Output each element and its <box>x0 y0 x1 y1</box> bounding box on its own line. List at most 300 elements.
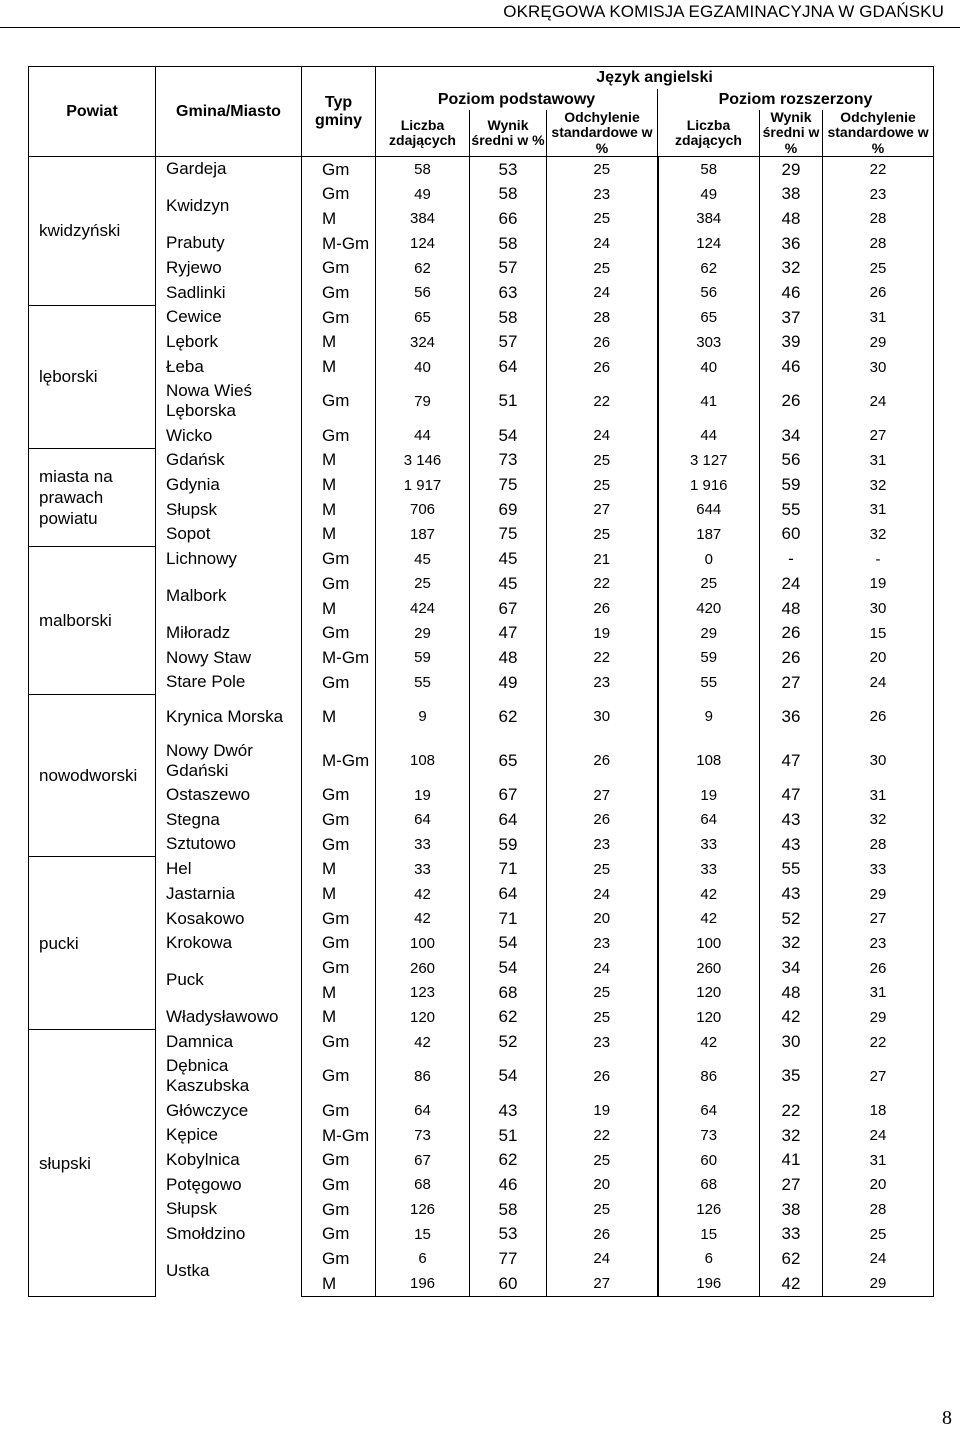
typ-cell: M <box>302 473 376 498</box>
powiat-cell: nowodworski <box>29 695 156 857</box>
table-row <box>29 281 934 306</box>
table-header <box>29 67 934 157</box>
extended-sd-cell: 28 <box>823 231 934 256</box>
extended-sd-cell: 31 <box>823 783 934 808</box>
basic-sd-cell: 26 <box>547 739 658 783</box>
typ-cell: Gm <box>302 832 376 857</box>
extended-mean-cell: 46 <box>760 355 823 380</box>
typ-cell: Gm <box>302 281 376 306</box>
basic-mean-cell: 54 <box>470 1054 547 1098</box>
basic-sd-cell: 25 <box>547 522 658 547</box>
extended-count-cell: 384 <box>658 207 760 232</box>
basic-mean-cell: 66 <box>470 207 547 232</box>
table-row <box>29 670 934 695</box>
table-row <box>29 330 934 355</box>
basic-mean-cell: 64 <box>470 808 547 833</box>
gmina-cell: Kępice <box>156 1123 302 1148</box>
basic-sd-cell: 24 <box>547 423 658 448</box>
header-extended-count: Liczba zdających <box>658 110 760 157</box>
typ-cell: M-Gm <box>302 231 376 256</box>
extended-count-cell: 644 <box>658 497 760 522</box>
table-row <box>29 857 934 882</box>
basic-count-cell: 706 <box>376 497 470 522</box>
gmina-cell: Ryjewo <box>156 256 302 281</box>
extended-mean-cell: 59 <box>760 473 823 498</box>
basic-count-cell: 65 <box>376 305 470 330</box>
extended-mean-cell: 32 <box>760 256 823 281</box>
extended-count-cell: 60 <box>658 1148 760 1173</box>
table-row <box>29 1030 934 1055</box>
basic-count-cell: 42 <box>376 906 470 931</box>
typ-cell: Gm <box>302 808 376 833</box>
extended-mean-cell: 41 <box>760 1148 823 1173</box>
typ-cell: M-Gm <box>302 1123 376 1148</box>
extended-count-cell: 86 <box>658 1054 760 1098</box>
gmina-cell: Krokowa <box>156 931 302 956</box>
gmina-cell: Gdynia <box>156 473 302 498</box>
basic-count-cell: 124 <box>376 231 470 256</box>
basic-mean-cell: 54 <box>470 423 547 448</box>
table-row <box>29 473 934 498</box>
extended-mean-cell: 52 <box>760 906 823 931</box>
extended-count-cell: 40 <box>658 355 760 380</box>
basic-count-cell: 55 <box>376 670 470 695</box>
extended-count-cell: 9 <box>658 695 760 739</box>
header-basic-sd: Odchylenie standardowe w % <box>547 110 658 157</box>
basic-count-cell: 19 <box>376 783 470 808</box>
gmina-cell: Łeba <box>156 355 302 380</box>
gmina-cell: Smołdzino <box>156 1222 302 1247</box>
basic-sd-cell: 20 <box>547 906 658 931</box>
typ-cell: M <box>302 522 376 547</box>
basic-sd-cell: 23 <box>547 832 658 857</box>
basic-mean-cell: 71 <box>470 857 547 882</box>
extended-sd-cell: 23 <box>823 182 934 207</box>
table-row <box>29 355 934 380</box>
extended-sd-cell: 32 <box>823 808 934 833</box>
basic-count-cell: 42 <box>376 1030 470 1055</box>
typ-cell: Gm <box>302 1222 376 1247</box>
header-rule <box>0 27 960 28</box>
extended-sd-cell: 22 <box>823 157 934 182</box>
extended-sd-cell: 20 <box>823 1173 934 1198</box>
typ-cell: M <box>302 695 376 739</box>
basic-count-cell: 260 <box>376 956 470 981</box>
extended-count-cell: 62 <box>658 256 760 281</box>
extended-count-cell: 56 <box>658 281 760 306</box>
extended-mean-cell: 34 <box>760 956 823 981</box>
extended-mean-cell: - <box>760 547 823 572</box>
typ-cell: M <box>302 1005 376 1030</box>
extended-sd-cell: 28 <box>823 832 934 857</box>
basic-mean-cell: 67 <box>470 783 547 808</box>
table-row <box>29 423 934 448</box>
extended-sd-cell: 29 <box>823 882 934 907</box>
powiat-cell: miasta na prawach powiatu <box>29 448 156 547</box>
basic-sd-cell: 23 <box>547 1030 658 1055</box>
table-row <box>29 906 934 931</box>
extended-sd-cell: 31 <box>823 305 934 330</box>
basic-sd-cell: 24 <box>547 882 658 907</box>
basic-sd-cell: 27 <box>547 1271 658 1296</box>
basic-count-cell: 64 <box>376 808 470 833</box>
table-row <box>29 808 934 833</box>
table-row <box>29 1005 934 1030</box>
typ-cell: M <box>302 448 376 473</box>
extended-sd-cell: 29 <box>823 1271 934 1296</box>
extended-count-cell: 58 <box>658 157 760 182</box>
basic-count-cell: 79 <box>376 379 470 423</box>
basic-sd-cell: 22 <box>547 646 658 671</box>
extended-mean-cell: 42 <box>760 1271 823 1296</box>
extended-sd-cell: 30 <box>823 355 934 380</box>
typ-cell: M <box>302 497 376 522</box>
extended-mean-cell: 26 <box>760 379 823 423</box>
basic-mean-cell: 58 <box>470 1197 547 1222</box>
header-basic-level: Poziom podstawowy <box>376 89 658 110</box>
extended-mean-cell: 55 <box>760 857 823 882</box>
table-row <box>29 256 934 281</box>
powiat-cell: kwidzyński <box>29 157 156 306</box>
basic-mean-cell: 54 <box>470 931 547 956</box>
gmina-cell: Hel <box>156 857 302 882</box>
extended-sd-cell: 28 <box>823 207 934 232</box>
results-table <box>28 66 934 1297</box>
extended-mean-cell: 22 <box>760 1098 823 1123</box>
gmina-cell: Ustka <box>156 1247 302 1297</box>
extended-count-cell: 15 <box>658 1222 760 1247</box>
basic-count-cell: 68 <box>376 1173 470 1198</box>
extended-mean-cell: 48 <box>760 980 823 1005</box>
table-row <box>29 1123 934 1148</box>
basic-mean-cell: 57 <box>470 330 547 355</box>
basic-mean-cell: 64 <box>470 882 547 907</box>
extended-sd-cell: 24 <box>823 670 934 695</box>
basic-sd-cell: 25 <box>547 207 658 232</box>
extended-sd-cell: 32 <box>823 473 934 498</box>
extended-count-cell: 68 <box>658 1173 760 1198</box>
typ-cell: M <box>302 207 376 232</box>
basic-sd-cell: 26 <box>547 330 658 355</box>
extended-sd-cell: 31 <box>823 497 934 522</box>
table-row <box>29 448 934 473</box>
gmina-cell: Gdańsk <box>156 448 302 473</box>
gmina-cell: Prabuty <box>156 231 302 256</box>
extended-count-cell: 6 <box>658 1247 760 1272</box>
extended-count-cell: 187 <box>658 522 760 547</box>
basic-sd-cell: 22 <box>547 379 658 423</box>
basic-count-cell: 45 <box>376 547 470 572</box>
extended-mean-cell: 36 <box>760 695 823 739</box>
gmina-cell: Krynica Morska <box>156 695 302 739</box>
extended-mean-cell: 60 <box>760 522 823 547</box>
typ-cell: M <box>302 355 376 380</box>
table-row <box>29 695 934 739</box>
gmina-cell: Lębork <box>156 330 302 355</box>
basic-mean-cell: 73 <box>470 448 547 473</box>
basic-count-cell: 187 <box>376 522 470 547</box>
extended-sd-cell: 31 <box>823 448 934 473</box>
gmina-cell: Kwidzyn <box>156 182 302 231</box>
extended-sd-cell: 31 <box>823 1148 934 1173</box>
extended-sd-cell: 27 <box>823 906 934 931</box>
extended-count-cell: 42 <box>658 1030 760 1055</box>
extended-mean-cell: 34 <box>760 423 823 448</box>
basic-sd-cell: 24 <box>547 231 658 256</box>
typ-cell: Gm <box>302 1197 376 1222</box>
extended-mean-cell: 26 <box>760 646 823 671</box>
extended-count-cell: 196 <box>658 1271 760 1296</box>
basic-sd-cell: 25 <box>547 473 658 498</box>
extended-sd-cell: 30 <box>823 596 934 621</box>
gmina-cell: Kosakowo <box>156 906 302 931</box>
basic-sd-cell: 19 <box>547 621 658 646</box>
basic-sd-cell: 26 <box>547 1222 658 1247</box>
basic-count-cell: 3 146 <box>376 448 470 473</box>
typ-cell: Gm <box>302 1148 376 1173</box>
basic-sd-cell: 25 <box>547 157 658 182</box>
extended-count-cell: 420 <box>658 596 760 621</box>
gmina-cell: Władysławowo <box>156 1005 302 1030</box>
extended-count-cell: 59 <box>658 646 760 671</box>
extended-sd-cell: 23 <box>823 931 934 956</box>
basic-mean-cell: 65 <box>470 739 547 783</box>
basic-count-cell: 56 <box>376 281 470 306</box>
basic-count-cell: 64 <box>376 1098 470 1123</box>
extended-mean-cell: 46 <box>760 281 823 306</box>
basic-sd-cell: 25 <box>547 1197 658 1222</box>
basic-mean-cell: 49 <box>470 670 547 695</box>
extended-mean-cell: 27 <box>760 670 823 695</box>
gmina-cell: Damnica <box>156 1030 302 1055</box>
extended-count-cell: 44 <box>658 423 760 448</box>
basic-mean-cell: 62 <box>470 1005 547 1030</box>
extended-sd-cell: 24 <box>823 1123 934 1148</box>
gmina-cell: Miłoradz <box>156 621 302 646</box>
basic-sd-cell: 25 <box>547 1005 658 1030</box>
extended-sd-cell: 33 <box>823 857 934 882</box>
basic-sd-cell: 25 <box>547 448 658 473</box>
basic-count-cell: 25 <box>376 571 470 596</box>
basic-mean-cell: 57 <box>470 256 547 281</box>
gmina-cell: Słupsk <box>156 1197 302 1222</box>
typ-cell: Gm <box>302 256 376 281</box>
extended-mean-cell: 30 <box>760 1030 823 1055</box>
basic-mean-cell: 53 <box>470 157 547 182</box>
extended-count-cell: 64 <box>658 808 760 833</box>
table-row <box>29 783 934 808</box>
gmina-cell: Jastarnia <box>156 882 302 907</box>
typ-cell: Gm <box>302 305 376 330</box>
basic-mean-cell: 68 <box>470 980 547 1005</box>
gmina-cell: Ostaszewo <box>156 783 302 808</box>
page-number: 8 <box>942 1407 952 1429</box>
basic-count-cell: 67 <box>376 1148 470 1173</box>
extended-count-cell: 49 <box>658 182 760 207</box>
gmina-cell: Gardeja <box>156 157 302 182</box>
header-basic-count: Liczba zdających <box>376 110 470 157</box>
basic-count-cell: 123 <box>376 980 470 1005</box>
basic-count-cell: 49 <box>376 182 470 207</box>
extended-mean-cell: 42 <box>760 1005 823 1030</box>
basic-sd-cell: 30 <box>547 695 658 739</box>
table-row <box>29 547 934 572</box>
extended-sd-cell: 22 <box>823 1030 934 1055</box>
extended-count-cell: 124 <box>658 231 760 256</box>
typ-cell: M <box>302 980 376 1005</box>
gmina-cell: Nowa Wieś Lęborska <box>156 379 302 423</box>
header-gmina: Gmina/Miasto <box>156 67 302 157</box>
basic-count-cell: 40 <box>376 355 470 380</box>
basic-count-cell: 324 <box>376 330 470 355</box>
extended-sd-cell: 27 <box>823 1054 934 1098</box>
gmina-cell: Główczyce <box>156 1098 302 1123</box>
basic-count-cell: 59 <box>376 646 470 671</box>
basic-count-cell: 42 <box>376 882 470 907</box>
table-row <box>29 1148 934 1173</box>
extended-mean-cell: 43 <box>760 882 823 907</box>
typ-cell: Gm <box>302 1030 376 1055</box>
extended-mean-cell: 33 <box>760 1222 823 1247</box>
basic-sd-cell: 26 <box>547 355 658 380</box>
basic-mean-cell: 59 <box>470 832 547 857</box>
extended-count-cell: 25 <box>658 571 760 596</box>
gmina-cell: Lichnowy <box>156 547 302 572</box>
basic-mean-cell: 43 <box>470 1098 547 1123</box>
page-header: OKRĘGOWA KOMISJA EGZAMINACYJNA W GDAŃSKU <box>503 2 944 21</box>
table-row <box>29 646 934 671</box>
gmina-cell: Stare Pole <box>156 670 302 695</box>
basic-mean-cell: 62 <box>470 1148 547 1173</box>
extended-count-cell: 303 <box>658 330 760 355</box>
header-extended-level: Poziom rozszerzony <box>658 89 934 110</box>
typ-cell: Gm <box>302 906 376 931</box>
table-row <box>29 1222 934 1247</box>
table-row <box>29 1098 934 1123</box>
basic-count-cell: 29 <box>376 621 470 646</box>
basic-count-cell: 33 <box>376 832 470 857</box>
basic-count-cell: 384 <box>376 207 470 232</box>
basic-mean-cell: 60 <box>470 1271 547 1296</box>
typ-cell: Gm <box>302 1247 376 1272</box>
basic-count-cell: 33 <box>376 857 470 882</box>
extended-count-cell: 41 <box>658 379 760 423</box>
basic-mean-cell: 75 <box>470 522 547 547</box>
gmina-cell: Kobylnica <box>156 1148 302 1173</box>
extended-count-cell: 126 <box>658 1197 760 1222</box>
header-powiat: Powiat <box>29 67 156 157</box>
table-row <box>29 1054 934 1098</box>
basic-mean-cell: 71 <box>470 906 547 931</box>
basic-mean-cell: 69 <box>470 497 547 522</box>
gmina-cell: Słupsk <box>156 497 302 522</box>
extended-sd-cell: 15 <box>823 621 934 646</box>
extended-mean-cell: 62 <box>760 1247 823 1272</box>
extended-count-cell: 42 <box>658 882 760 907</box>
extended-mean-cell: 47 <box>760 739 823 783</box>
extended-sd-cell: 26 <box>823 695 934 739</box>
extended-sd-cell: 19 <box>823 571 934 596</box>
extended-mean-cell: 43 <box>760 808 823 833</box>
extended-mean-cell: 29 <box>760 157 823 182</box>
basic-mean-cell: 64 <box>470 355 547 380</box>
extended-mean-cell: 43 <box>760 832 823 857</box>
basic-count-cell: 126 <box>376 1197 470 1222</box>
extended-mean-cell: 36 <box>760 231 823 256</box>
table-row <box>29 931 934 956</box>
basic-count-cell: 44 <box>376 423 470 448</box>
typ-cell: M <box>302 857 376 882</box>
extended-mean-cell: 35 <box>760 1054 823 1098</box>
basic-sd-cell: 26 <box>547 1054 658 1098</box>
typ-cell: M <box>302 330 376 355</box>
extended-sd-cell: 20 <box>823 646 934 671</box>
extended-mean-cell: 48 <box>760 207 823 232</box>
extended-sd-cell: 24 <box>823 379 934 423</box>
gmina-cell: Nowy Staw <box>156 646 302 671</box>
gmina-cell: Potęgowo <box>156 1173 302 1198</box>
gmina-cell: Sadlinki <box>156 281 302 306</box>
typ-cell: Gm <box>302 956 376 981</box>
basic-mean-cell: 52 <box>470 1030 547 1055</box>
extended-count-cell: 33 <box>658 857 760 882</box>
header-extended-mean: Wynik średni w % <box>760 110 823 157</box>
typ-cell: Gm <box>302 931 376 956</box>
basic-sd-cell: 23 <box>547 931 658 956</box>
basic-mean-cell: 45 <box>470 547 547 572</box>
extended-count-cell: 64 <box>658 1098 760 1123</box>
basic-mean-cell: 51 <box>470 379 547 423</box>
header-basic-mean: Wynik średni w % <box>470 110 547 157</box>
basic-count-cell: 62 <box>376 256 470 281</box>
basic-count-cell: 86 <box>376 1054 470 1098</box>
gmina-cell: Sztutowo <box>156 832 302 857</box>
basic-mean-cell: 48 <box>470 646 547 671</box>
extended-mean-cell: 27 <box>760 1173 823 1198</box>
extended-sd-cell: 26 <box>823 281 934 306</box>
typ-cell: Gm <box>302 182 376 207</box>
basic-mean-cell: 62 <box>470 695 547 739</box>
basic-sd-cell: 27 <box>547 497 658 522</box>
typ-cell: Gm <box>302 423 376 448</box>
gmina-cell: Sopot <box>156 522 302 547</box>
basic-count-cell: 6 <box>376 1247 470 1272</box>
basic-sd-cell: 22 <box>547 1123 658 1148</box>
table-row <box>29 1197 934 1222</box>
gmina-cell: Puck <box>156 956 302 1005</box>
extended-mean-cell: 37 <box>760 305 823 330</box>
extended-count-cell: 3 127 <box>658 448 760 473</box>
extended-sd-cell: 29 <box>823 330 934 355</box>
basic-sd-cell: 21 <box>547 547 658 572</box>
basic-sd-cell: 25 <box>547 857 658 882</box>
extended-count-cell: 19 <box>658 783 760 808</box>
extended-count-cell: 1 916 <box>658 473 760 498</box>
typ-cell: Gm <box>302 621 376 646</box>
extended-sd-cell: 32 <box>823 522 934 547</box>
basic-count-cell: 9 <box>376 695 470 739</box>
extended-count-cell: 0 <box>658 547 760 572</box>
extended-count-cell: 100 <box>658 931 760 956</box>
extended-count-cell: 260 <box>658 956 760 981</box>
basic-mean-cell: 45 <box>470 571 547 596</box>
typ-cell: M-Gm <box>302 739 376 783</box>
basic-mean-cell: 63 <box>470 281 547 306</box>
extended-count-cell: 120 <box>658 980 760 1005</box>
basic-sd-cell: 23 <box>547 182 658 207</box>
basic-sd-cell: 23 <box>547 670 658 695</box>
gmina-cell: Wicko <box>156 423 302 448</box>
